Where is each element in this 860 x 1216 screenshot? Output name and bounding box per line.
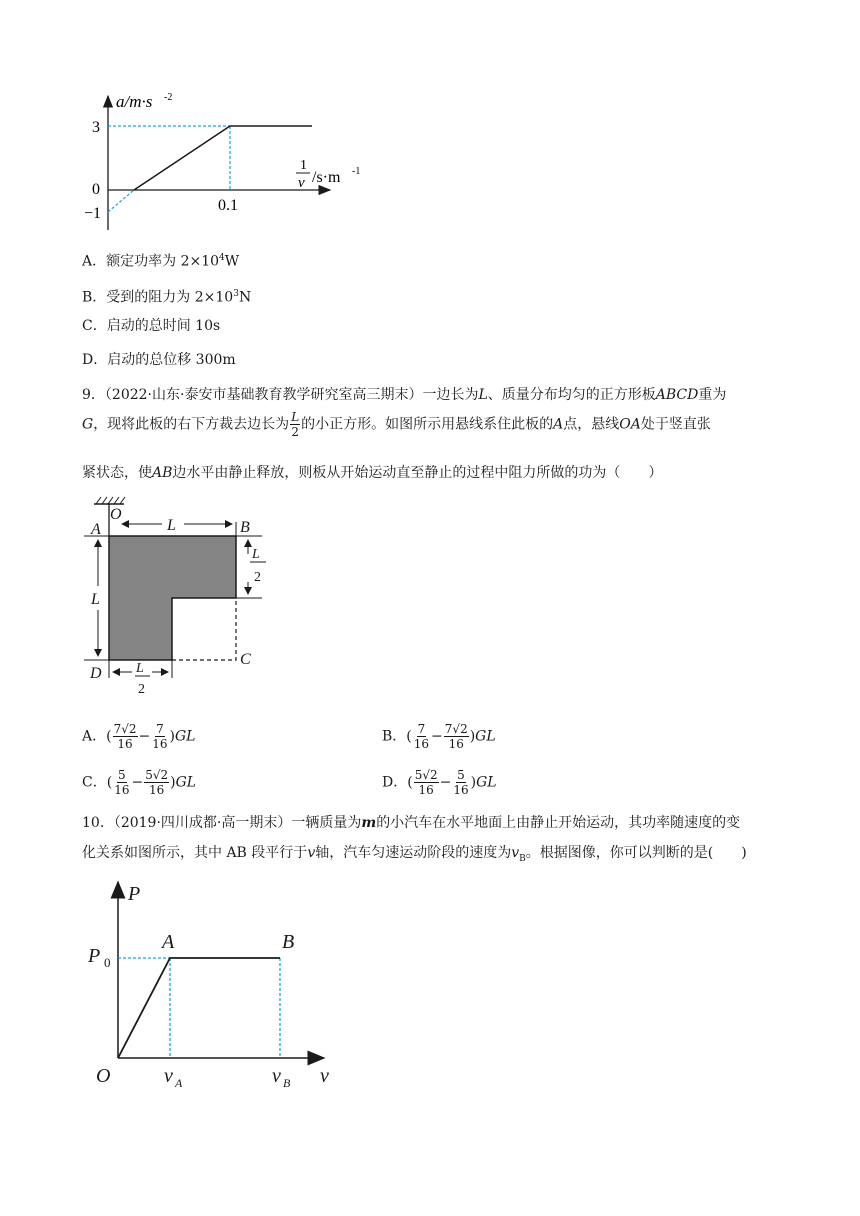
q8-option-b: B．受到的阻力为 $2\times 10^3N$: [82, 289, 252, 306]
svg-text:L: L: [167, 517, 176, 534]
graph-line: [134, 126, 312, 190]
svg-text:v: v: [320, 1065, 329, 1087]
q9-option-b: B．( $\frac{7}{16}$ − $\frac{7√2}{16}$ )GL: [382, 722, 496, 751]
svg-text:B: B: [240, 519, 250, 536]
y-axis-label: a/m·s: [116, 92, 153, 111]
svg-text:0: 0: [104, 955, 111, 970]
svg-text:-1: -1: [352, 166, 361, 177]
svg-text:A: A: [162, 931, 175, 953]
q9-line-1: 9．（2022·山东·泰安市基础教育教学研究室高三期末）一边长为L、质量分布均匀的正方形板ABCD重为: [82, 387, 727, 403]
svg-text:B: B: [283, 1076, 291, 1090]
y-tick-neg1: −1: [84, 205, 102, 222]
svg-text:v: v: [272, 1065, 281, 1087]
q10-line-1: 10．（2019·四川成都·高一期末）一辆质量为m的小汽车在水平地面上由静止开始运动，其功率随速度的变: [82, 815, 741, 831]
svg-text:A: A: [175, 1076, 183, 1090]
svg-text:A: A: [91, 521, 101, 538]
q9-option-a: A．( $\frac{7√2}{16}$ − $\frac{7}{16}$ )GL: [82, 722, 196, 751]
svg-text:O: O: [96, 1065, 111, 1087]
svg-text:1: 1: [300, 158, 307, 173]
svg-text:2: 2: [138, 682, 145, 697]
svg-text:L: L: [136, 661, 144, 676]
q8-option-c: C．启动的总时间 10s: [82, 318, 221, 334]
power-speed-graph: [80, 876, 350, 1096]
svg-text:P: P: [128, 883, 141, 905]
svg-text:L: L: [252, 547, 260, 562]
q8-option-a: A．额定功率为 $2\times 10^4W$: [82, 253, 240, 270]
svg-text:C: C: [240, 651, 251, 668]
plate-figure: [80, 494, 280, 697]
q9-option-c: C．( $\frac{5}{16}$ − $\frac{5√2}{16}$ )GL: [82, 768, 197, 797]
svg-text:v: v: [298, 175, 305, 191]
svg-text:/s·m: /s·m: [312, 169, 341, 186]
y-tick-0: 0: [92, 181, 100, 198]
q8-option-d: D．启动的总位移 300m: [82, 352, 236, 368]
svg-text:B: B: [282, 931, 295, 953]
svg-text:2: 2: [254, 570, 261, 585]
q9-option-d: D．( $\frac{5√2}{16}$ − $\frac{5}{16}$ )GL: [382, 768, 497, 797]
q10-line-2: 化关系如图所示，其中 AB 段平行于v轴，汽车匀速运动阶段的速度为$v_B$。根据图像，你可以判断的是( ): [82, 845, 747, 864]
y-tick-3: 3: [92, 119, 100, 136]
q9-line-2: G，现将此板的右下方裁去边长为 $\frac{L}{2}$ 的小正方形。如图所示用悬线系住此板的A点，悬线OA处于竖直张: [82, 410, 711, 439]
svg-text:-2: -2: [164, 92, 173, 103]
plate-shape: [109, 536, 236, 660]
svg-text:v: v: [164, 1065, 173, 1087]
q9-line-3: 紧状态，使AB边水平由静止释放，则板从开始运动直至静止的过程中阻力所做的功为（ ）: [82, 465, 663, 481]
svg-text:D: D: [90, 665, 102, 682]
svg-text:O: O: [110, 506, 122, 523]
acceleration-graph: [80, 88, 380, 238]
x-tick-0.1: 0.1: [218, 197, 238, 214]
svg-text:P: P: [88, 945, 101, 967]
svg-text:L: L: [91, 591, 100, 608]
power-curve: [118, 958, 280, 1058]
